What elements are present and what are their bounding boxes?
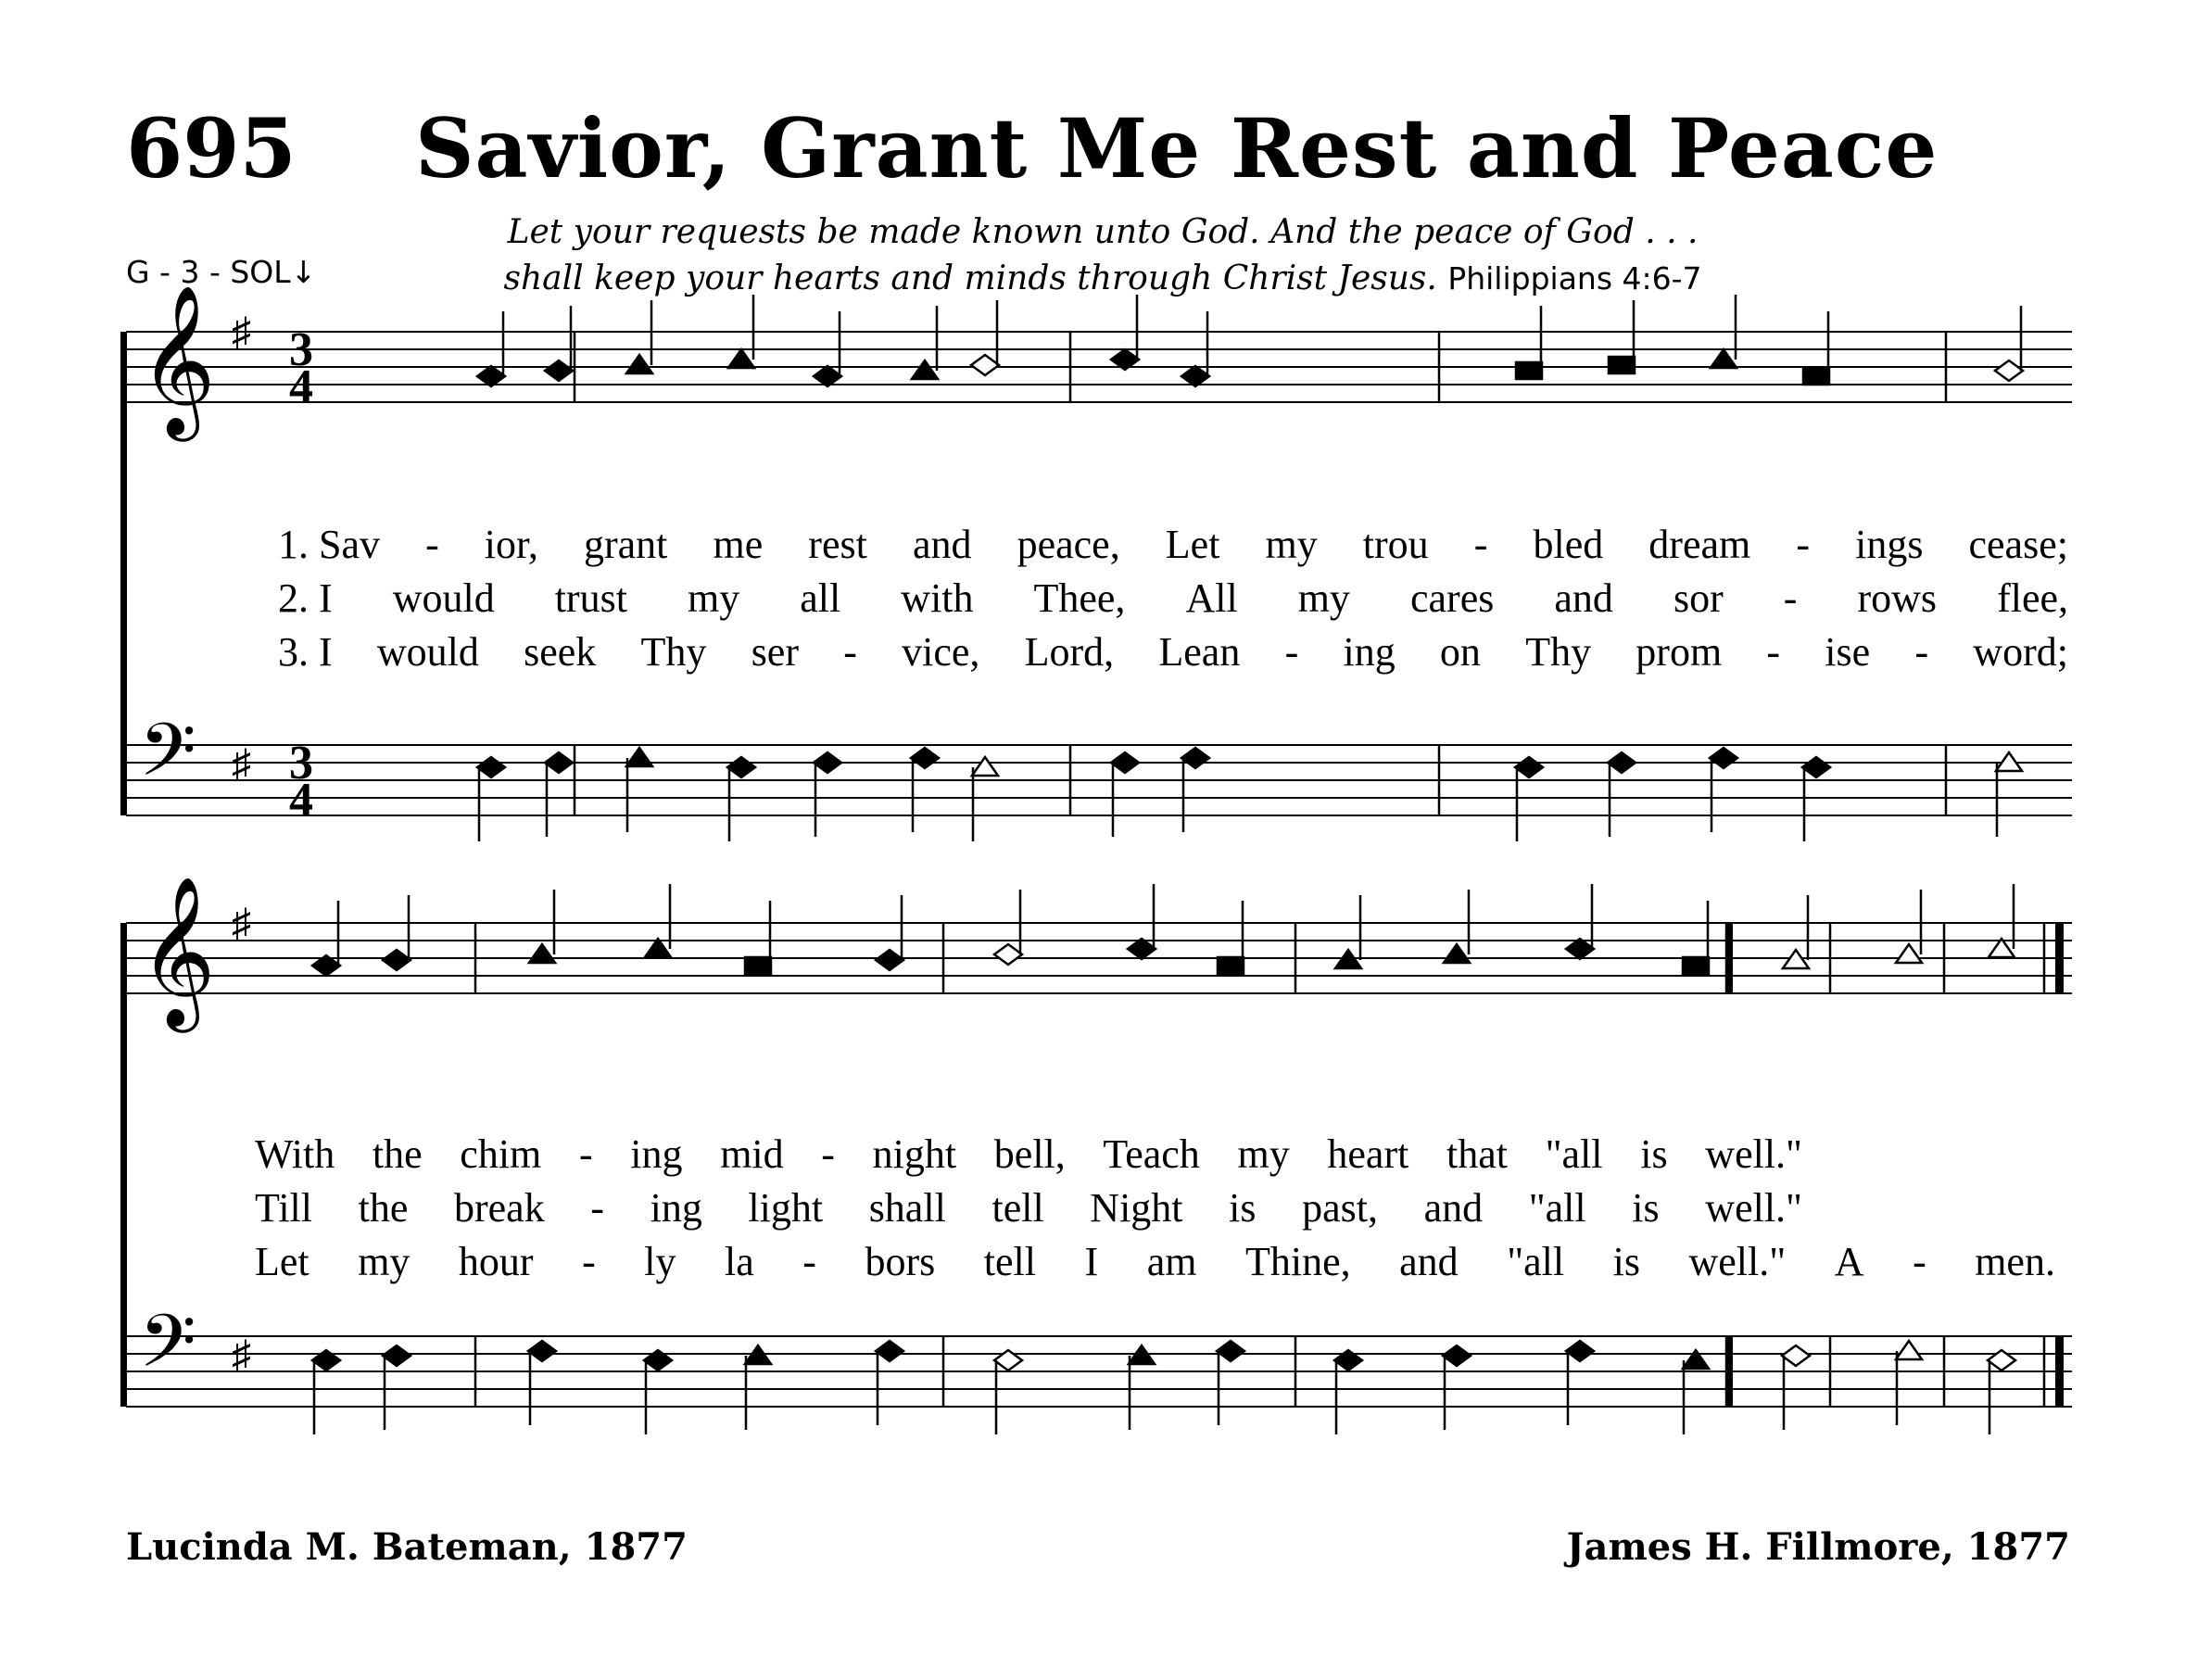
bass-note xyxy=(876,1341,903,1425)
lyric-syllable: rows xyxy=(1857,575,1938,621)
note-head xyxy=(1217,1341,1244,1361)
lyric-syllable: and xyxy=(1423,1185,1484,1231)
lyric-syllable: ise xyxy=(1825,629,1871,675)
sharp-icon: ♯ xyxy=(232,903,251,945)
lyric-syllable: shall xyxy=(868,1185,946,1231)
lyric-hyphen: - xyxy=(1783,575,1798,621)
note-head xyxy=(626,748,652,766)
treble-note xyxy=(383,895,410,970)
bass-note xyxy=(1334,1350,1362,1434)
lyric-syllable: tell xyxy=(991,1185,1044,1231)
note-head xyxy=(545,360,573,381)
lyric-syllable: well." xyxy=(1705,1185,1803,1231)
note-head xyxy=(728,349,754,368)
treble-note xyxy=(312,901,340,976)
lyric-syllable: bors xyxy=(865,1239,936,1284)
note-head xyxy=(1566,1341,1594,1361)
note-head xyxy=(1710,748,1737,768)
lyric-syllable: Night xyxy=(1090,1185,1183,1231)
lyric-syllable: men. xyxy=(1975,1239,2055,1284)
note-head xyxy=(994,944,1022,965)
lyric-syllable: heart xyxy=(1327,1131,1409,1177)
lyric-syllable: prom xyxy=(1636,629,1723,675)
lyric-syllable: my xyxy=(1265,522,1318,567)
system-bracket xyxy=(120,332,127,815)
note-head xyxy=(383,1345,410,1366)
lyric-syllable: Till xyxy=(255,1185,313,1231)
note-head xyxy=(1111,752,1139,773)
lyric-hyphen: - xyxy=(802,1239,816,1284)
bass-note xyxy=(727,757,755,841)
treble-note xyxy=(1683,901,1709,974)
lyric-syllable: with xyxy=(901,575,974,621)
treble-note xyxy=(1444,890,1470,963)
note-head xyxy=(1711,349,1737,368)
lyric-syllable: is xyxy=(1640,1131,1668,1177)
time-signature-top: 3 xyxy=(289,737,313,789)
lyric-syllable: bell, xyxy=(993,1131,1066,1177)
lyric-syllable: dream xyxy=(1648,522,1751,567)
lyric-syllable: am xyxy=(1146,1239,1197,1284)
note-head xyxy=(1516,362,1542,379)
time-signature-top: 3 xyxy=(289,323,313,376)
bass-note xyxy=(1111,752,1139,837)
treble-note xyxy=(529,890,555,963)
note-head xyxy=(626,355,652,373)
note-head xyxy=(528,1341,556,1361)
lyrics xyxy=(255,522,2068,1284)
lyric-hyphen: - xyxy=(425,522,439,567)
lyric-syllable: Let xyxy=(1165,522,1220,567)
lyric-syllable: ior, xyxy=(484,522,538,567)
lyric-hyphen: - xyxy=(1473,522,1488,567)
lyric-syllable: 1. Sav xyxy=(278,522,380,567)
sharp-icon: ♯ xyxy=(232,743,251,786)
lyric-hyphen: - xyxy=(843,629,857,675)
lyric-syllable: ing xyxy=(650,1185,702,1231)
lyric-syllable: my xyxy=(1237,1131,1290,1177)
lyric-syllable: Let xyxy=(255,1239,309,1284)
bass-note xyxy=(1683,1350,1709,1434)
bass-note xyxy=(1443,1345,1471,1430)
lyric-syllable: I xyxy=(1084,1239,1099,1284)
lyric-syllable: seek xyxy=(524,629,597,675)
bass-note xyxy=(1782,1345,1810,1430)
lyric-syllable: and xyxy=(913,522,972,567)
bass-note xyxy=(545,752,573,837)
treble-note xyxy=(1218,901,1244,974)
final-barline xyxy=(2055,1336,2064,1407)
note-head xyxy=(477,757,505,777)
lyric-syllable: trou xyxy=(1362,522,1429,567)
note-head xyxy=(1181,748,1209,768)
lyric-syllable: "all xyxy=(1545,1131,1603,1177)
note-head xyxy=(745,957,771,974)
lyric-syllable: and xyxy=(1399,1239,1459,1284)
treble-note xyxy=(1896,890,1922,963)
bass-note xyxy=(312,1350,340,1434)
treble-note xyxy=(1516,306,1542,379)
note-head xyxy=(1683,957,1709,974)
lyric-syllable: Lord, xyxy=(1024,629,1115,675)
bass-note xyxy=(911,748,939,832)
lyric-syllable: Thee, xyxy=(1033,575,1126,621)
lyric-syllable: is xyxy=(1229,1185,1257,1231)
lyric-syllable: on xyxy=(1439,629,1481,675)
note-head xyxy=(1896,944,1922,963)
lyric-syllable: past, xyxy=(1302,1185,1378,1231)
lyric-syllable: tell xyxy=(983,1239,1037,1284)
lyric-syllable: night xyxy=(872,1131,957,1177)
lyric-syllable: sor xyxy=(1673,575,1724,621)
lyric-syllable: cease; xyxy=(1968,522,2068,567)
lyric-hyphen: - xyxy=(579,1131,593,1177)
lyric-hyphen: - xyxy=(821,1131,835,1177)
lyric-syllable: my xyxy=(688,575,740,621)
treble-note xyxy=(545,306,573,381)
lyric-syllable: bled xyxy=(1533,522,1604,567)
treble-clef-icon: 𝄞 xyxy=(139,880,216,1024)
note-head xyxy=(971,355,999,375)
final-barline xyxy=(2055,923,2064,993)
lyric-syllable: vice, xyxy=(902,629,980,675)
treble-clef-icon: 𝄞 xyxy=(139,289,216,433)
note-head xyxy=(1896,1341,1922,1359)
lyric-syllable: 2. I xyxy=(278,575,333,621)
treble-note xyxy=(1609,300,1635,373)
lyric-syllable: is xyxy=(1632,1185,1660,1231)
lyric-syllable: that xyxy=(1446,1131,1508,1177)
bass-note xyxy=(994,1350,1022,1434)
treble-note xyxy=(1989,884,2014,957)
hymn-number: 695 xyxy=(126,100,297,196)
lyric-hyphen: - xyxy=(1284,629,1299,675)
note-head xyxy=(1128,939,1156,959)
lyric-hyphen: - xyxy=(1796,522,1811,567)
lyric-hyphen: - xyxy=(582,1239,596,1284)
lyric-syllable: the xyxy=(358,1185,409,1231)
heavy-barline xyxy=(1726,1336,1733,1407)
note-head xyxy=(1566,939,1594,959)
bass-note xyxy=(644,1350,672,1434)
lyric-syllable: peace, xyxy=(1017,522,1120,567)
time-signature-bottom: 4 xyxy=(289,774,313,827)
treble-note xyxy=(745,901,771,974)
note-head xyxy=(972,757,998,776)
treble-note xyxy=(994,890,1022,965)
note-head xyxy=(529,944,555,963)
lyric-syllable: Teach xyxy=(1103,1131,1200,1177)
treble-note xyxy=(1566,884,1594,959)
note-head xyxy=(876,950,903,970)
treble-note xyxy=(1128,884,1156,959)
bass-note xyxy=(383,1345,410,1430)
scripture-reference: Philippians 4:6-7 xyxy=(1447,260,1702,297)
lyric-syllable: grant xyxy=(584,522,668,567)
treble-note xyxy=(626,300,652,373)
bass-note xyxy=(1181,748,1209,832)
lyric-syllable: ings xyxy=(1855,522,1924,567)
note-head xyxy=(1995,360,2023,381)
scripture-line-2-text: shall keep your hearts and minds through Christ Jesus. xyxy=(503,259,1437,297)
lyric-syllable: would xyxy=(376,629,479,675)
lyric-syllable: word; xyxy=(1973,629,2068,675)
lyric-syllable: "all xyxy=(1528,1185,1586,1231)
heavy-barline xyxy=(1726,923,1733,993)
note-head xyxy=(814,366,841,386)
bass-note xyxy=(626,748,652,832)
note-head xyxy=(1443,1345,1471,1366)
treble-note xyxy=(876,895,903,970)
note-head xyxy=(1444,944,1470,963)
lyric-syllable: flee, xyxy=(1997,575,2069,621)
bass-note xyxy=(1710,748,1737,832)
lyric-syllable: With xyxy=(255,1131,335,1177)
note-head xyxy=(727,757,755,777)
lyric-syllable: rest xyxy=(808,522,867,567)
bass-note xyxy=(814,752,841,837)
treble-note xyxy=(912,306,938,379)
sharp-icon: ♯ xyxy=(232,1334,251,1377)
lyric-syllable: well." xyxy=(1688,1239,1787,1284)
lyric-syllable: well." xyxy=(1705,1131,1803,1177)
music-credit: James H. Fillmore, 1877 xyxy=(1566,1525,2070,1569)
lyric-syllable: ly xyxy=(644,1239,676,1284)
lyric-syllable: Lean xyxy=(1158,629,1241,675)
lyric-syllable: la xyxy=(725,1239,754,1284)
note-head xyxy=(383,950,410,970)
lyric-syllable: mid xyxy=(720,1131,784,1177)
lyric-syllable: cares xyxy=(1410,575,1495,621)
bass-note xyxy=(745,1345,771,1430)
words-credit: Lucinda M. Bateman, 1877 xyxy=(126,1525,688,1569)
lyric-syllable: break xyxy=(454,1185,545,1231)
lyric-hyphen: - xyxy=(1766,629,1781,675)
lyric-syllable: my xyxy=(358,1239,410,1284)
key-info: G - 3 - SOL↓ xyxy=(126,254,317,290)
lyric-syllable: ser xyxy=(751,629,800,675)
bass-note xyxy=(1802,757,1830,841)
hymn-title: Savior, Grant Me Rest and Peace xyxy=(415,100,1939,196)
treble-note xyxy=(1995,306,2023,381)
sharp-icon: ♯ xyxy=(232,311,251,354)
note-head xyxy=(876,1341,903,1361)
bass-note xyxy=(1217,1341,1244,1425)
lyric-syllable: ing xyxy=(630,1131,683,1177)
lyric-syllable: is xyxy=(1612,1239,1640,1284)
treble-note xyxy=(971,300,999,375)
lyric-syllable: 3. I xyxy=(278,629,333,675)
bass-clef-icon: 𝄢 xyxy=(139,710,196,809)
treble-note xyxy=(645,884,671,957)
system-bracket xyxy=(120,923,127,1407)
lyric-syllable: A xyxy=(1834,1239,1864,1284)
note-head xyxy=(912,360,938,379)
bass-note xyxy=(1566,1341,1594,1425)
lyric-syllable: ing xyxy=(1343,629,1396,675)
lyric-syllable: "all xyxy=(1507,1239,1565,1284)
lyric-hyphen: - xyxy=(1913,1239,1926,1284)
lyric-syllable: my xyxy=(1297,575,1350,621)
lyric-syllable: All xyxy=(1185,575,1238,621)
note-head xyxy=(1803,368,1829,385)
bass-note xyxy=(1608,752,1636,837)
note-head xyxy=(545,752,573,773)
time-signature-bottom: 4 xyxy=(289,360,313,413)
bass-clef-icon: 𝄢 xyxy=(139,1301,196,1400)
bass-note xyxy=(972,757,998,841)
lyric-syllable: the xyxy=(372,1131,423,1177)
lyric-syllable: and xyxy=(1554,575,1613,621)
bass-note xyxy=(477,757,505,841)
note-head xyxy=(1515,757,1543,777)
lyric-syllable: Thy xyxy=(640,629,707,675)
note-head xyxy=(1181,366,1209,386)
lyric-syllable: me xyxy=(713,522,764,567)
note-head xyxy=(1608,752,1636,773)
lyric-syllable: Thy xyxy=(1525,629,1592,675)
lyric-syllable: all xyxy=(800,575,841,621)
scripture-line-1: Let your requests be made known unto God. And the peace of God . . . xyxy=(507,213,1699,251)
bass-note xyxy=(1996,752,2022,837)
bass-note xyxy=(1129,1345,1155,1430)
note-head xyxy=(814,752,841,773)
lyric-syllable: hour xyxy=(458,1239,534,1284)
lyric-syllable: light xyxy=(748,1185,824,1231)
clefs-and-signatures xyxy=(139,287,313,1400)
lyric-hyphen: - xyxy=(1914,629,1929,675)
bass-note xyxy=(1896,1341,1922,1425)
note-head xyxy=(1782,1345,1810,1366)
lyric-syllable: chim xyxy=(460,1131,542,1177)
note-head xyxy=(477,366,505,386)
treble-note xyxy=(1803,311,1829,385)
note-head xyxy=(911,748,939,768)
lyric-syllable: trust xyxy=(554,575,627,621)
bass-note xyxy=(528,1341,556,1425)
bass-note xyxy=(1988,1350,2015,1434)
lyric-syllable: would xyxy=(392,575,495,621)
bass-note xyxy=(1515,757,1543,841)
lyric-syllable: Thine, xyxy=(1245,1239,1351,1284)
lyric-hyphen: - xyxy=(590,1185,604,1231)
note-head xyxy=(1218,957,1244,974)
note-head xyxy=(1609,357,1635,373)
note-head xyxy=(1802,757,1830,777)
